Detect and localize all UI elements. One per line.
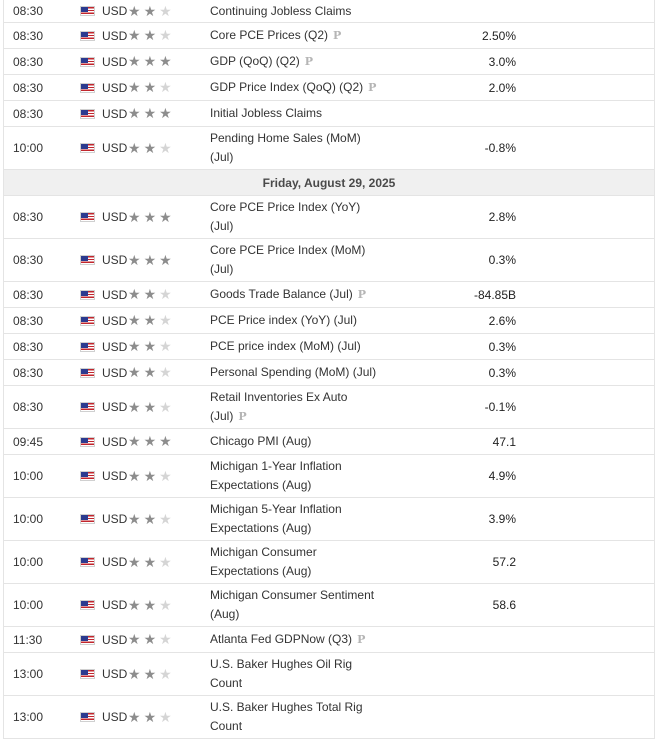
currency-code: USD — [102, 106, 128, 121]
currency-code: USD — [102, 667, 128, 681]
empty-cell — [524, 584, 654, 627]
us-flag-icon — [80, 600, 95, 610]
star-icon: ★ — [143, 665, 160, 682]
us-flag-icon — [80, 316, 95, 326]
star-icon: ★ — [143, 251, 160, 268]
event-row[interactable] — [4, 653, 654, 696]
empty-cell — [524, 49, 654, 75]
date-header: Friday, August 29, 2025 — [4, 170, 654, 196]
importance-rating — [128, 49, 210, 75]
event-row[interactable] — [4, 696, 654, 739]
star-icon: ★ — [159, 467, 175, 484]
currency-code: USD — [102, 4, 128, 18]
event-name[interactable]: Chicago PMI (Aug) — [210, 434, 312, 448]
preliminary-icon: P — [357, 288, 367, 301]
star-icon: ★ — [143, 364, 160, 380]
importance-rating — [128, 196, 210, 239]
us-flag-icon — [80, 514, 95, 524]
star-icon: ★ — [143, 79, 160, 95]
event-currency — [78, 627, 128, 653]
currency-code: USD — [102, 555, 128, 569]
event-currency — [78, 23, 128, 49]
star-icon: ★ — [128, 2, 144, 19]
event-name[interactable]: U.S. Baker Hughes Total Rig Count — [210, 700, 363, 733]
currency-code: USD — [102, 434, 128, 449]
preliminary-icon: P — [333, 29, 342, 42]
importance-rating — [128, 360, 210, 386]
event-time: 08:30 — [4, 282, 78, 308]
currency-code: USD — [102, 512, 128, 526]
star-icon: ★ — [128, 596, 144, 613]
event-row[interactable] — [4, 127, 654, 170]
star-icon: ★ — [159, 338, 175, 354]
importance-rating — [128, 127, 210, 170]
event-currency — [78, 334, 128, 360]
star-icon: ★ — [143, 2, 160, 19]
event-row[interactable] — [4, 239, 654, 282]
star-icon: ★ — [143, 631, 160, 647]
event-actual — [383, 627, 524, 653]
star-icon: ★ — [128, 105, 144, 121]
event-actual: 2.50% — [383, 23, 524, 49]
star-icon: ★ — [143, 467, 160, 484]
star-icon: ★ — [128, 286, 144, 302]
event-actual — [383, 101, 524, 127]
empty-cell — [524, 239, 654, 282]
star-icon: ★ — [159, 2, 175, 19]
empty-cell — [524, 334, 654, 360]
event-name[interactable]: Goods Trade Balance (Jul) — [210, 287, 353, 301]
event-row[interactable] — [4, 196, 654, 239]
event-currency — [78, 239, 128, 282]
event-time: 11:30 — [4, 627, 78, 653]
star-icon: ★ — [159, 433, 175, 449]
event-actual: -0.8% — [383, 127, 524, 170]
event-currency — [78, 455, 128, 498]
event-currency — [78, 0, 128, 23]
importance-rating — [128, 101, 210, 127]
us-flag-icon — [80, 212, 95, 222]
star-icon: ★ — [159, 631, 175, 647]
empty-cell — [524, 386, 654, 429]
event-actual: 2.0% — [383, 75, 524, 101]
importance-rating — [128, 455, 210, 498]
event-name-cell[interactable] — [210, 386, 383, 429]
event-time: 08:30 — [4, 23, 78, 49]
importance-rating — [128, 429, 210, 455]
event-row[interactable] — [4, 455, 654, 498]
star-icon: ★ — [143, 286, 160, 302]
event-name-cell[interactable] — [210, 23, 383, 49]
event-name-cell[interactable] — [210, 0, 383, 23]
event-time: 10:00 — [4, 127, 78, 170]
event-currency — [78, 429, 128, 455]
event-actual: 2.6% — [383, 308, 524, 334]
currency-code: USD — [102, 210, 128, 224]
event-time: 08:30 — [4, 196, 78, 239]
currency-code: USD — [102, 54, 128, 69]
event-actual: 4.9% — [383, 455, 524, 498]
event-time: 08:30 — [4, 49, 78, 75]
event-row[interactable] — [4, 282, 654, 308]
event-row[interactable] — [4, 49, 654, 75]
event-name[interactable]: Core PCE Prices (Q2) — [210, 28, 329, 42]
star-icon: ★ — [128, 510, 144, 527]
event-row[interactable] — [4, 23, 654, 49]
star-icon: ★ — [143, 338, 160, 354]
star-icon: ★ — [128, 467, 144, 484]
event-row[interactable] — [4, 584, 654, 627]
empty-cell — [524, 627, 654, 653]
currency-code: USD — [102, 80, 128, 95]
event-name[interactable]: Continuing Jobless Claims — [210, 3, 352, 18]
event-time: 08:30 — [4, 0, 78, 23]
us-flag-icon — [80, 368, 95, 378]
event-name-cell[interactable] — [210, 541, 383, 584]
event-row[interactable] — [4, 334, 654, 360]
empty-cell — [524, 75, 654, 101]
us-flag-icon — [80, 290, 95, 300]
currency-code: USD — [102, 632, 128, 647]
event-name[interactable]: PCE price index (MoM) (Jul) — [210, 339, 361, 353]
event-time: 08:30 — [4, 239, 78, 282]
event-time: 13:00 — [4, 696, 78, 739]
currency-code: USD — [102, 400, 128, 414]
event-name[interactable]: Michigan 1-Year Inflation Expectations (Aug) — [210, 459, 342, 492]
us-flag-icon — [80, 557, 95, 567]
importance-rating — [128, 239, 210, 282]
star-icon: ★ — [128, 553, 144, 570]
star-icon: ★ — [128, 251, 144, 268]
star-icon: ★ — [128, 27, 144, 43]
event-row[interactable] — [4, 627, 654, 653]
event-currency — [78, 584, 128, 627]
event-name[interactable]: GDP Price Index (QoQ) (Q2) — [210, 80, 364, 94]
star-icon: ★ — [159, 79, 175, 95]
empty-cell — [524, 696, 654, 739]
us-flag-icon — [80, 669, 95, 679]
event-currency — [78, 360, 128, 386]
star-icon: ★ — [143, 53, 160, 69]
event-name[interactable]: Atlanta Fed GDPNow (Q3) — [210, 632, 353, 646]
currency-code: USD — [102, 28, 128, 43]
event-name-cell[interactable] — [210, 49, 383, 75]
star-icon: ★ — [143, 27, 160, 43]
event-name-cell[interactable] — [210, 127, 383, 170]
event-name-cell[interactable] — [210, 75, 383, 101]
event-name[interactable]: Core PCE Price Index (MoM) (Jul) — [210, 243, 366, 276]
empty-cell — [524, 360, 654, 386]
event-name-cell[interactable] — [210, 360, 383, 386]
event-actual — [383, 0, 524, 23]
star-icon: ★ — [159, 708, 175, 725]
star-icon: ★ — [143, 553, 160, 570]
importance-rating — [128, 498, 210, 541]
empty-cell — [524, 653, 654, 696]
event-name-cell[interactable] — [210, 429, 383, 455]
importance-rating — [128, 386, 210, 429]
event-currency — [78, 101, 128, 127]
currency-code: USD — [102, 710, 128, 724]
event-time: 10:00 — [4, 498, 78, 541]
event-row[interactable] — [4, 498, 654, 541]
currency-code: USD — [102, 469, 128, 483]
star-icon: ★ — [159, 665, 175, 682]
us-flag-icon — [80, 57, 95, 67]
event-row[interactable] — [4, 101, 654, 127]
event-currency — [78, 196, 128, 239]
us-flag-icon — [80, 471, 95, 481]
star-icon: ★ — [159, 105, 175, 121]
event-name[interactable]: Initial Jobless Claims — [210, 106, 323, 120]
event-actual: 2.8% — [383, 196, 524, 239]
event-time: 08:30 — [4, 360, 78, 386]
event-name-cell[interactable] — [210, 239, 383, 282]
event-name[interactable]: Retail Inventories Ex Auto (Jul) — [210, 390, 348, 423]
event-actual: -84.85B — [383, 282, 524, 308]
event-actual: 3.0% — [383, 49, 524, 75]
economic-calendar — [3, 0, 655, 739]
event-name-cell[interactable] — [210, 101, 383, 127]
date-header-row — [4, 170, 654, 196]
event-name-cell[interactable] — [210, 696, 383, 739]
us-flag-icon — [80, 635, 95, 645]
us-flag-icon — [80, 6, 95, 16]
star-icon: ★ — [128, 433, 144, 449]
star-icon: ★ — [143, 105, 160, 121]
us-flag-icon — [80, 402, 95, 412]
importance-rating — [128, 308, 210, 334]
star-icon: ★ — [128, 312, 144, 328]
event-time: 08:30 — [4, 75, 78, 101]
us-flag-icon — [80, 31, 95, 41]
empty-cell — [524, 196, 654, 239]
event-row[interactable] — [4, 429, 654, 455]
event-name-cell[interactable] — [210, 196, 383, 239]
event-row[interactable] — [4, 360, 654, 386]
importance-rating — [128, 75, 210, 101]
currency-code: USD — [102, 253, 128, 267]
star-icon: ★ — [159, 251, 175, 268]
us-flag-icon — [80, 437, 95, 447]
event-actual: 58.6 — [383, 584, 524, 627]
star-icon: ★ — [159, 596, 175, 613]
star-icon: ★ — [159, 208, 175, 225]
event-name-cell[interactable] — [210, 334, 383, 360]
event-actual — [383, 653, 524, 696]
event-actual — [383, 696, 524, 739]
empty-cell — [524, 101, 654, 127]
us-flag-icon — [80, 712, 95, 722]
event-actual: 57.2 — [383, 541, 524, 584]
importance-rating — [128, 653, 210, 696]
preliminary-icon: P — [238, 410, 247, 423]
star-icon: ★ — [128, 208, 144, 225]
event-name[interactable]: Michigan Consumer Sentiment (Aug) — [210, 588, 375, 621]
empty-cell — [524, 455, 654, 498]
us-flag-icon — [80, 255, 95, 265]
empty-cell — [524, 429, 654, 455]
empty-cell — [524, 541, 654, 584]
preliminary-icon: P — [368, 81, 377, 94]
importance-rating — [128, 627, 210, 653]
event-time: 10:00 — [4, 584, 78, 627]
event-name[interactable]: Michigan 5-Year Inflation Expectations (Aug) — [210, 502, 342, 535]
event-name-cell[interactable] — [210, 308, 383, 334]
empty-cell — [524, 127, 654, 170]
event-actual: 0.3% — [383, 334, 524, 360]
star-icon: ★ — [159, 286, 175, 302]
event-time: 10:00 — [4, 455, 78, 498]
star-icon: ★ — [128, 364, 144, 380]
importance-rating — [128, 584, 210, 627]
star-icon: ★ — [143, 708, 160, 725]
star-icon: ★ — [143, 312, 160, 328]
star-icon: ★ — [159, 312, 175, 328]
event-currency — [78, 653, 128, 696]
event-currency — [78, 696, 128, 739]
event-name-cell[interactable] — [210, 498, 383, 541]
event-name-cell[interactable] — [210, 653, 383, 696]
event-currency — [78, 541, 128, 584]
event-name[interactable]: PCE Price index (YoY) (Jul) — [210, 313, 357, 327]
event-row[interactable] — [4, 541, 654, 584]
event-currency — [78, 386, 128, 429]
currency-code: USD — [102, 287, 128, 302]
event-name[interactable]: Pending Home Sales (MoM) (Jul) — [210, 131, 361, 164]
event-name[interactable]: GDP (QoQ) (Q2) — [210, 54, 300, 68]
star-icon: ★ — [128, 398, 144, 415]
currency-code: USD — [102, 365, 128, 380]
empty-cell — [524, 23, 654, 49]
us-flag-icon — [80, 143, 95, 153]
empty-cell — [524, 498, 654, 541]
star-icon: ★ — [159, 398, 175, 415]
star-icon: ★ — [128, 708, 144, 725]
event-currency — [78, 308, 128, 334]
event-name-cell[interactable] — [210, 584, 383, 627]
star-icon: ★ — [128, 139, 144, 156]
currency-code: USD — [102, 598, 128, 612]
event-name[interactable]: Personal Spending (MoM) (Jul) — [210, 365, 377, 379]
event-currency — [78, 75, 128, 101]
event-row[interactable] — [4, 0, 654, 23]
event-currency — [78, 498, 128, 541]
star-icon: ★ — [143, 208, 160, 225]
star-icon: ★ — [128, 338, 144, 354]
event-name-cell[interactable] — [210, 282, 383, 308]
currency-code: USD — [102, 313, 128, 328]
event-name[interactable]: Michigan Consumer Expectations (Aug) — [210, 545, 317, 578]
event-actual: 3.9% — [383, 498, 524, 541]
event-name-cell[interactable] — [210, 455, 383, 498]
us-flag-icon — [80, 342, 95, 352]
event-time: 08:30 — [4, 308, 78, 334]
star-icon: ★ — [143, 398, 160, 415]
event-actual: 47.1 — [383, 429, 524, 455]
event-time: 08:30 — [4, 386, 78, 429]
star-icon: ★ — [143, 433, 160, 449]
importance-rating — [128, 0, 210, 23]
event-name[interactable]: U.S. Baker Hughes Oil Rig Count — [210, 657, 353, 690]
event-actual: 0.3% — [383, 360, 524, 386]
importance-rating — [128, 541, 210, 584]
star-icon: ★ — [128, 665, 144, 682]
star-icon: ★ — [143, 596, 160, 613]
empty-cell — [524, 308, 654, 334]
us-flag-icon — [80, 83, 95, 93]
star-icon: ★ — [128, 53, 144, 69]
star-icon: ★ — [159, 53, 175, 69]
event-time: 08:30 — [4, 334, 78, 360]
star-icon: ★ — [143, 139, 160, 156]
event-time: 09:45 — [4, 429, 78, 455]
event-name[interactable]: Core PCE Price Index (YoY) (Jul) — [210, 200, 361, 233]
star-icon: ★ — [143, 510, 160, 527]
event-name-cell[interactable] — [210, 627, 383, 653]
calendar-table — [4, 0, 654, 739]
star-icon: ★ — [159, 27, 175, 43]
star-icon: ★ — [159, 139, 175, 156]
event-time: 13:00 — [4, 653, 78, 696]
event-currency — [78, 49, 128, 75]
empty-cell — [524, 282, 654, 308]
event-time: 08:30 — [4, 101, 78, 127]
importance-rating — [128, 23, 210, 49]
importance-rating — [128, 282, 210, 308]
star-icon: ★ — [159, 510, 175, 527]
preliminary-icon: P — [357, 633, 366, 646]
event-row[interactable] — [4, 75, 654, 101]
event-currency — [78, 127, 128, 170]
event-row[interactable] — [4, 386, 654, 429]
star-icon: ★ — [128, 631, 144, 647]
preliminary-icon: P — [304, 55, 314, 68]
us-flag-icon — [80, 109, 95, 119]
event-actual: -0.1% — [383, 386, 524, 429]
importance-rating — [128, 334, 210, 360]
event-actual: 0.3% — [383, 239, 524, 282]
star-icon: ★ — [159, 553, 175, 570]
event-time: 10:00 — [4, 541, 78, 584]
empty-cell — [524, 0, 654, 23]
star-icon: ★ — [128, 79, 144, 95]
event-currency — [78, 282, 128, 308]
event-row[interactable] — [4, 308, 654, 334]
currency-code: USD — [102, 141, 128, 155]
currency-code: USD — [102, 339, 128, 354]
star-icon: ★ — [159, 364, 175, 380]
importance-rating — [128, 696, 210, 739]
